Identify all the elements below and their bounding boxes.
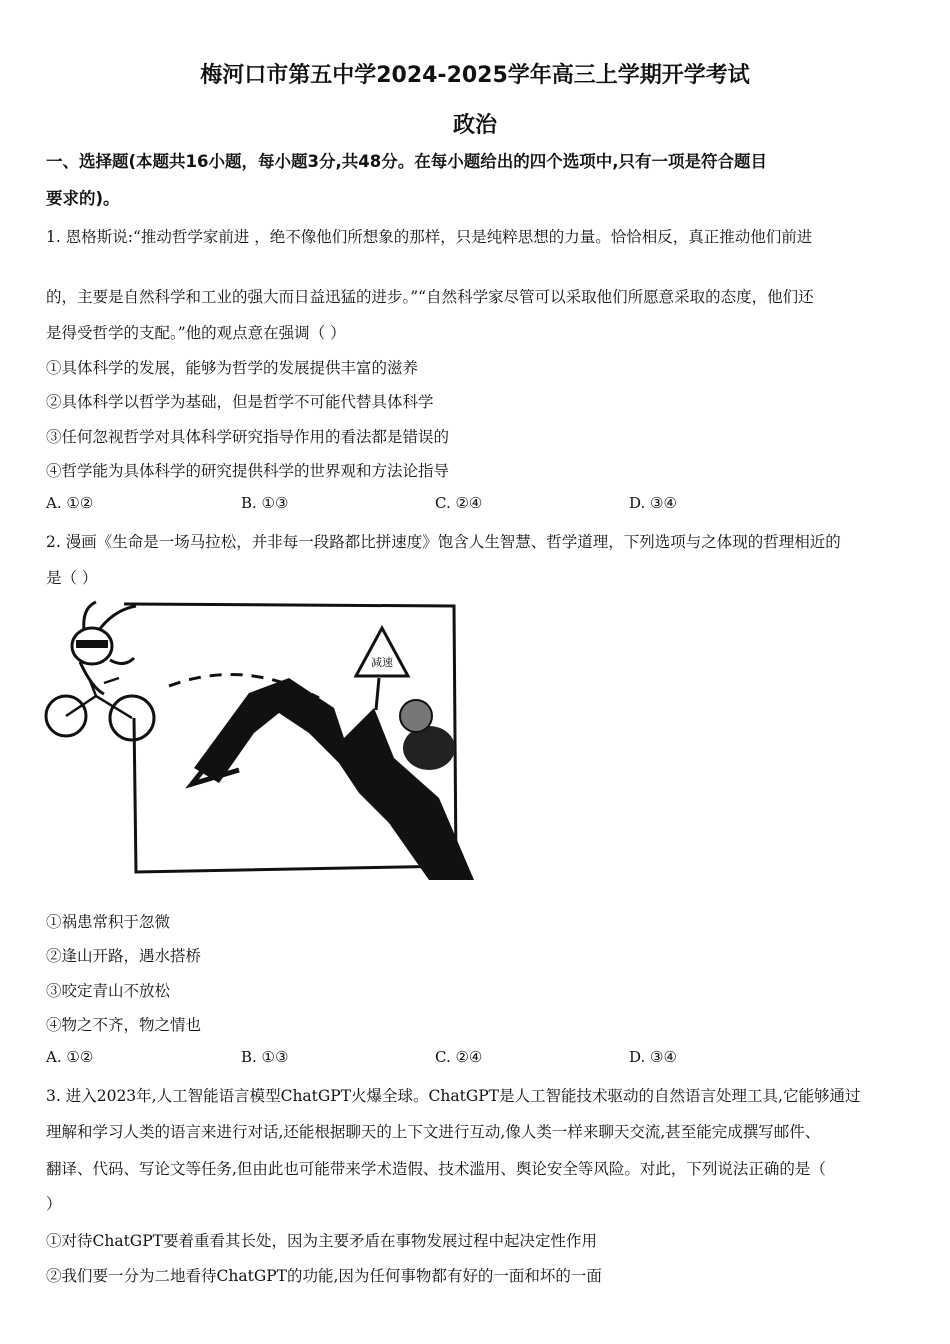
q1-option-d[interactable]: D. ③④ [629, 494, 677, 512]
road-shape [194, 678, 474, 880]
q2-stem-line2: 是（ ） [46, 569, 98, 587]
section-heading: 一、选择题(本题共16小题，每小题3分,共48分。在每小题给出的四个选项中,只有一项是符合题目 [46, 152, 767, 171]
q1-stem-line3: 是得受哲学的支配。”他的观点意在强调（ ） [46, 324, 346, 342]
q2-option-a[interactable]: A. ①② [46, 1048, 94, 1066]
rabbit-sunglasses [76, 640, 108, 648]
q1-stem-line2: 的，主要是自然科学和工业的强大而日益迅猛的进步。”“自然科学家尽管可以采取他们所愿意采取的态度，他们还 [46, 288, 814, 306]
q1-option-c[interactable]: C. ②④ [435, 494, 483, 512]
q1-item-1: ①具体科学的发展，能够为哲学的发展提供丰富的滋养 [46, 359, 419, 377]
page-title: 梅河口市第五中学2024-2025学年高三上学期开学考试 [200, 63, 750, 88]
q2-item-2: ②逢山开路，遇水搭桥 [46, 947, 202, 965]
q2-option-b[interactable]: B. ①③ [241, 1048, 289, 1066]
q2-item-1: ①祸患常积于忽微 [46, 913, 171, 931]
q2-option-d[interactable]: D. ③④ [629, 1048, 677, 1066]
q3-stem-line3: 翻译、代码、写论文等任务,但由此也可能带来学术造假、技术滥用、舆论安全等风险。对此，下列说法正确的是（ [46, 1160, 826, 1178]
sign-post [376, 678, 379, 710]
q3-stem-line1: 3. 进入2023年,人工智能语言模型ChatGPT火爆全球。ChatGPT是人工智能技术驱动的自然语言处理工具,它能够通过 [46, 1087, 861, 1105]
tortoise-head [400, 700, 432, 732]
q1-option-b[interactable]: B. ①③ [241, 494, 289, 512]
q3-item-1: ①对待ChatGPT要着重看其长处，因为主要矛盾在事物发展过程中起决定性作用 [46, 1232, 597, 1250]
q1-item-3: ③任何忽视哲学对具体科学研究指导作用的看法都是错误的 [46, 428, 450, 446]
subject-title: 政治 [452, 113, 497, 138]
section-heading-cont: 要求的)。 [46, 189, 120, 208]
q2-stem-line1: 2. 漫画《生命是一场马拉松，并非每一段路都比拼速度》饱含人生智慧、哲学道理，下列选项与之体现的哲理相近的 [46, 533, 841, 551]
sign-text: 减速 [371, 656, 393, 669]
marathon-cartoon [44, 598, 474, 884]
q1-stem-line1: 1. 恩格斯说:“推动哲学家前进 ，绝不像他们所想象的那样，只是纯粹思想的力量。恰恰相反，真正推动他们前进 [46, 228, 813, 246]
q3-stem-line4: ） [46, 1195, 62, 1213]
q2-item-4: ④物之不齐，物之情也 [46, 1016, 202, 1034]
q1-item-4: ④哲学能为具体科学的研究提供科学的世界观和方法论指导 [46, 462, 450, 480]
rabbit-ears [84, 602, 136, 630]
q3-stem-line2: 理解和学习人类的语言来进行对话,还能根据聊天的上下文进行互动,像人类一样来聊天交流,甚至能完成撰写邮件、 [46, 1123, 821, 1141]
q1-item-2: ②具体科学以哲学为基础，但是哲学不可能代替具体科学 [46, 393, 434, 411]
q2-item-3: ③咬定青山不放松 [46, 982, 171, 1000]
tortoise-shell [403, 726, 455, 770]
q2-option-c[interactable]: C. ②④ [435, 1048, 483, 1066]
q3-item-2: ②我们要一分为二地看待ChatGPT的功能,因为任何事物都有好的一面和坏的一面 [46, 1267, 602, 1285]
q1-option-a[interactable]: A. ①② [46, 494, 94, 512]
